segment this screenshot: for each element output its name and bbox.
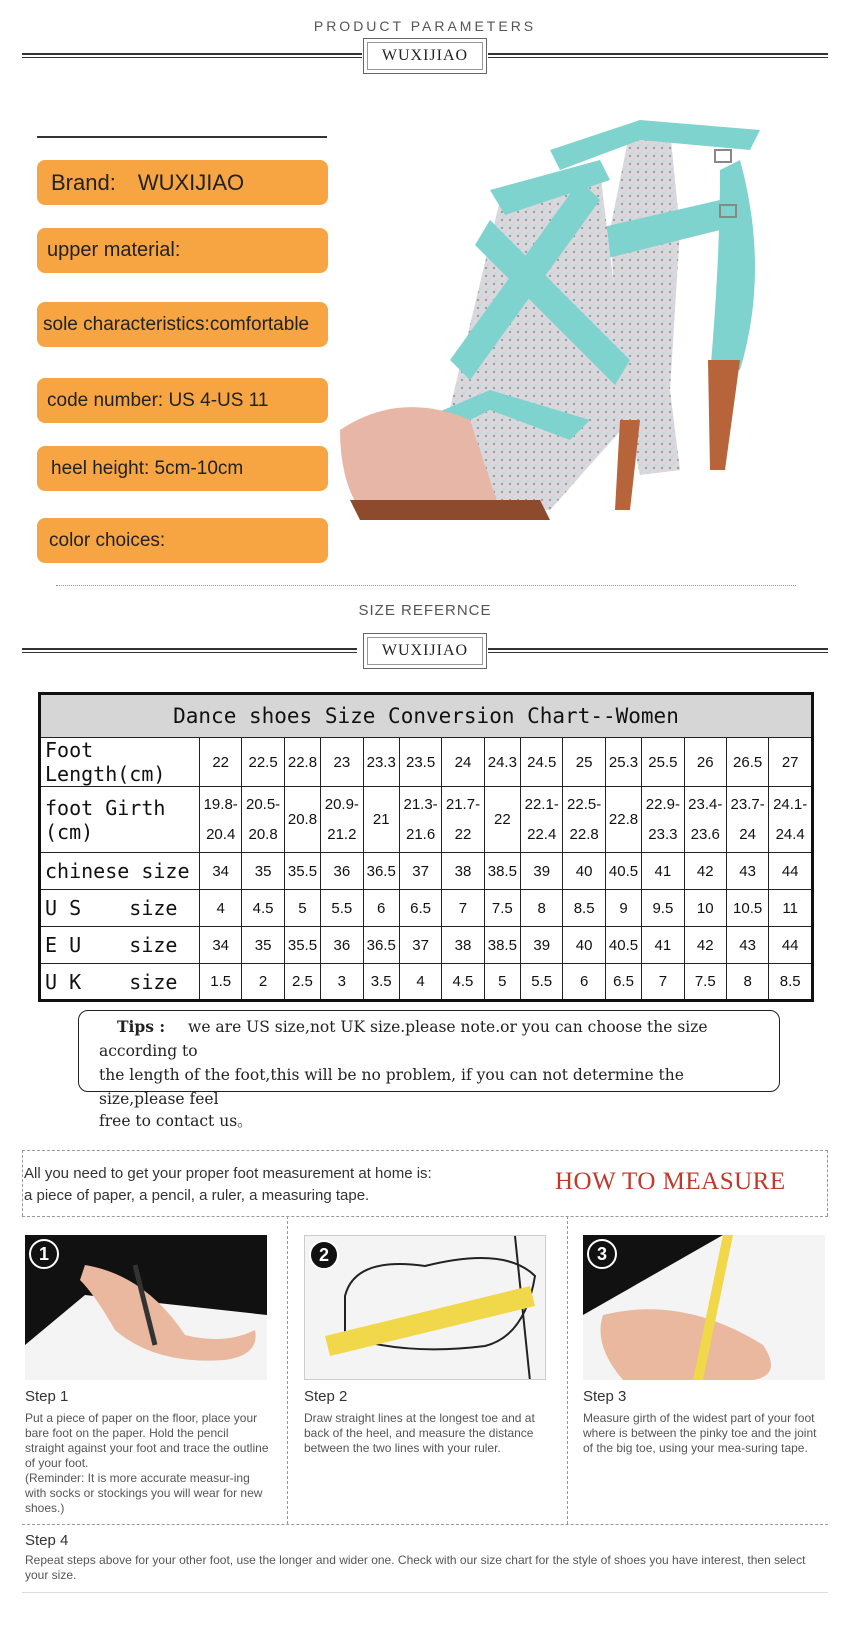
size-cell: 25.3: [605, 738, 641, 787]
size-cell: 40.5: [605, 927, 641, 964]
params-caption: PRODUCT PARAMETERS: [313, 18, 537, 34]
size-cell: [684, 787, 726, 853]
measure-intro-divider: [22, 1216, 828, 1217]
size-cell: 35: [242, 853, 284, 890]
param-upper-material: [37, 228, 328, 273]
size-row-label: U S size: [40, 890, 200, 927]
size-cell: 4: [399, 964, 441, 1001]
size-cell: 35: [242, 927, 284, 964]
size-cell: 7.5: [484, 890, 520, 927]
size-cell-part: 23.6: [690, 825, 720, 843]
size-cell-part: 20.4: [206, 825, 236, 843]
step2-number: 2: [309, 1240, 339, 1270]
step3-image: [583, 1235, 825, 1380]
step-divider-2: [567, 1216, 568, 1524]
size-cell: 7.5: [684, 964, 726, 1001]
size-cell: 24.5: [521, 738, 563, 787]
size-cell: 6.5: [605, 964, 641, 1001]
size-cell: 5.5: [521, 964, 563, 1001]
size-cell-part: 23.7-: [730, 795, 765, 813]
intro-line1: All you need to get your proper foot measurement at home is:: [24, 1165, 432, 1182]
measure-border-left: [22, 1150, 23, 1216]
size-cell: 24: [442, 738, 484, 787]
size-cell: 35.5: [284, 853, 320, 890]
size-cell-part: 24.4: [775, 825, 805, 843]
size-cell-part: 20.8: [248, 825, 278, 843]
size-cell: 42: [684, 853, 726, 890]
size-cell: 4.5: [242, 890, 284, 927]
param-color-choices: [37, 518, 328, 563]
size-cell-part: 21.3-: [403, 795, 438, 813]
step3-text: Measure girth of the widest part of your foot where is between the pinky toe and the joint of the big toe, using your mea-suring tape.: [583, 1411, 817, 1455]
size-cell-part: 22.9-: [645, 795, 680, 813]
measure-intro: [24, 1163, 432, 1207]
tips-box: [78, 1010, 780, 1130]
size-cell: 41: [642, 853, 684, 890]
size-row-label: E U size: [40, 927, 200, 964]
size-cell: 22.5: [242, 738, 284, 787]
size-cell: [642, 787, 684, 853]
size-cell: 39: [521, 853, 563, 890]
size-cell: 8.5: [563, 890, 605, 927]
size-cell-part: 24.1-: [773, 795, 808, 813]
size-brand-box-label: WUXIJIAO: [367, 637, 483, 665]
size-cell-part: 23.4-: [688, 795, 723, 813]
size-cell: 34: [200, 927, 242, 964]
step2-title: Step 2: [304, 1388, 348, 1405]
size-cell: 2.5: [284, 964, 320, 1001]
tips-line3: free to contact us。: [99, 1112, 253, 1130]
size-cell: [442, 787, 484, 853]
size-cell: 26: [684, 738, 726, 787]
size-cell: 22.8: [605, 787, 641, 853]
size-cell: 38: [442, 927, 484, 964]
size-cell: 21: [363, 787, 399, 853]
brand-box: [363, 38, 487, 74]
size-brand-box: [363, 633, 487, 669]
size-row-label: Foot Length(cm): [40, 738, 200, 787]
tips-label: Tips :: [117, 1017, 166, 1036]
size-row: [40, 890, 813, 927]
size-cell: 36: [321, 853, 363, 890]
step2-text: Draw straight lines at the longest toe and at back of the heel, and measure the distance between the two lines with your ruler.: [304, 1411, 535, 1455]
step1-title: Step 1: [25, 1388, 69, 1405]
size-rule-left: [22, 648, 357, 653]
size-cell: 40: [563, 927, 605, 964]
size-cell: [563, 787, 605, 853]
size-cell: [321, 787, 363, 853]
size-cell: 41: [642, 927, 684, 964]
step4-title: Step 4: [25, 1532, 69, 1549]
size-cell: [521, 787, 563, 853]
section-divider: [56, 585, 796, 586]
size-row: [40, 738, 813, 787]
how-to-measure-heading: HOW TO MEASURE: [555, 1168, 786, 1195]
size-cell: 5: [284, 890, 320, 927]
size-cell: 3: [321, 964, 363, 1001]
size-cell: 23.3: [363, 738, 399, 787]
size-cell: 35.5: [284, 927, 320, 964]
param-brand-value: WUXIJIAO: [137, 169, 245, 195]
step1-number: 1: [29, 1239, 59, 1269]
size-cell: 36.5: [363, 927, 399, 964]
size-cell-part: 22.8: [569, 825, 599, 843]
measure-border-top: [22, 1150, 828, 1151]
size-cell: [399, 787, 441, 853]
size-cell-part: 22.5-: [567, 795, 602, 813]
size-cell: 40.5: [605, 853, 641, 890]
size-row: [40, 853, 813, 890]
size-cell: 38.5: [484, 927, 520, 964]
size-cell: 4: [200, 890, 242, 927]
size-cell: 24.3: [484, 738, 520, 787]
size-cell: 44: [769, 927, 813, 964]
size-cell: 27: [769, 738, 813, 787]
bottom-rule: [22, 1592, 828, 1593]
tips-line2: the length of the foot,this will be no problem, if you can not determine the size,please feel: [99, 1066, 684, 1108]
size-cell: [200, 787, 242, 853]
intro-line2: a piece of paper, a pencil, a ruler, a measuring tape.: [24, 1187, 370, 1204]
size-cell-part: 24: [739, 825, 756, 843]
step-divider-1: [287, 1216, 288, 1524]
size-cell: 10.5: [726, 890, 768, 927]
size-cell: 26.5: [726, 738, 768, 787]
size-cell: 39: [521, 927, 563, 964]
size-cell-part: 23.3: [648, 825, 678, 843]
size-cell: 36.5: [363, 853, 399, 890]
param-color-choices-label: color choices:: [49, 529, 166, 551]
size-cell-part: 20.9-: [324, 795, 359, 813]
size-cell: 9.5: [642, 890, 684, 927]
step3-number: 3: [587, 1239, 617, 1269]
chart-title: Dance shoes Size Conversion Chart--Women: [40, 694, 813, 738]
param-heel-height: [37, 446, 328, 491]
size-cell: 4.5: [442, 964, 484, 1001]
size-cell-part: 20.5-: [245, 795, 281, 813]
param-code-number: [37, 378, 328, 423]
tips-line1: we are US size,not UK size.please note.or you can choose the size according to: [99, 1018, 708, 1060]
step1-text: Put a piece of paper on the floor, place your bare foot on the paper. Hold the pencil straight against your foot and trace the outline of your foot. (Reminder: It is more accurate measur-ing with socks or stockings you will wear for new shoes.): [25, 1411, 269, 1515]
params-divider: [37, 136, 327, 138]
size-cell: 20.8: [284, 787, 320, 853]
size-cell: 7: [442, 890, 484, 927]
size-cell-part: 21.7-: [445, 795, 481, 813]
step1-image: [25, 1235, 267, 1380]
size-row-label: U K size: [40, 964, 200, 1001]
size-cell: 37: [399, 853, 441, 890]
size-row: [40, 927, 813, 964]
size-cell: 5.5: [321, 890, 363, 927]
size-cell: 5: [484, 964, 520, 1001]
size-cell: 7: [642, 964, 684, 1001]
size-row: [40, 787, 813, 853]
size-row-label: foot Girth (cm): [40, 787, 200, 853]
step3-title: Step 3: [583, 1388, 627, 1405]
size-cell: 34: [200, 853, 242, 890]
size-cell-part: 21.6: [405, 825, 436, 843]
size-cell: 40: [563, 853, 605, 890]
size-cell: 10: [684, 890, 726, 927]
size-cell: 44: [769, 853, 813, 890]
size-cell-part: 22.4: [527, 825, 557, 843]
size-cell: 8: [521, 890, 563, 927]
param-brand-label: Brand:: [51, 169, 116, 195]
size-cell: 1.5: [200, 964, 242, 1001]
size-cell: 22.8: [284, 738, 320, 787]
size-cell: 11: [769, 890, 813, 927]
size-cell: 6: [563, 964, 605, 1001]
size-cell-part: 21.2: [327, 825, 357, 843]
size-cell: 23: [321, 738, 363, 787]
size-cell: [242, 787, 284, 853]
size-chart: [38, 692, 814, 1002]
size-cell: 43: [726, 927, 768, 964]
step4-divider: [22, 1524, 828, 1525]
size-cell: 25: [563, 738, 605, 787]
size-cell: 6: [363, 890, 399, 927]
size-cell-part: 22: [454, 825, 472, 843]
size-cell: [769, 787, 813, 853]
size-cell: 38.5: [484, 853, 520, 890]
param-upper-material-label: upper material:: [47, 239, 181, 261]
size-cell: 22: [484, 787, 520, 853]
size-ref-caption: SIZE REFERNCE: [358, 602, 492, 619]
size-cell: 2: [242, 964, 284, 1001]
size-cell: 37: [399, 927, 441, 964]
size-cell: 8: [726, 964, 768, 1001]
size-cell: 9: [605, 890, 641, 927]
size-cell: [726, 787, 768, 853]
param-sole-label: sole characteristics:comfortable: [43, 313, 310, 335]
size-cell: 43: [726, 853, 768, 890]
size-cell-part: 19.8-: [203, 795, 238, 813]
size-cell-part: 22.1-: [524, 795, 559, 813]
size-cell: 42: [684, 927, 726, 964]
size-row-label: chinese size: [40, 853, 200, 890]
size-cell: 3.5: [363, 964, 399, 1001]
size-cell: 38: [442, 853, 484, 890]
param-brand: [37, 160, 328, 205]
header-rule-right: [488, 53, 828, 58]
size-cell: 23.5: [399, 738, 441, 787]
header-rule-left: [22, 53, 362, 58]
size-cell: 36: [321, 927, 363, 964]
shoe-image: [340, 90, 810, 560]
step4-text: Repeat steps above for your other foot, use the longer and wider one. Check with our size chart for the style of shoes you have interest, then select your size.: [25, 1553, 806, 1582]
step2-image: [304, 1235, 546, 1380]
size-rule-right: [488, 648, 828, 653]
param-code-number-label: code number: US 4-US 11: [47, 389, 269, 411]
param-sole: [37, 302, 328, 347]
size-row: [40, 964, 813, 1001]
size-cell: 8.5: [769, 964, 813, 1001]
measure-border-right: [827, 1150, 828, 1216]
size-cell: 6.5: [399, 890, 441, 927]
brand-box-label: WUXIJIAO: [367, 42, 483, 70]
size-cell: 25.5: [642, 738, 684, 787]
size-cell: 22: [200, 738, 242, 787]
param-heel-height-label: heel height: 5cm-10cm: [51, 457, 244, 479]
